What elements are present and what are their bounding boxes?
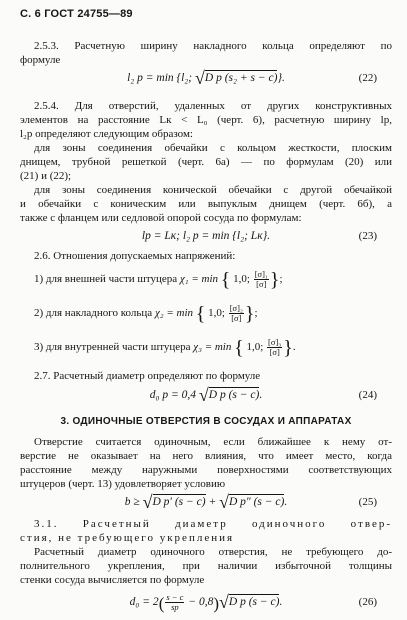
section-3-title: 3. ОДИНОЧНЫЕ ОТВЕРСТИЯ В СОСУДАХ И АППАРАТАХ xyxy=(60,416,352,427)
ratio-item-2-one: 1,0; xyxy=(208,307,225,319)
radical-sign: √ xyxy=(195,68,205,88)
ratio-item-1-fraction xyxy=(254,270,269,289)
formula-25-plus: + xyxy=(205,496,220,508)
paragraph-3-1-line-4: полнительного укрепления, при наличии избыточной толщины xyxy=(20,560,392,572)
paragraph-2-5-4-line-3: l₂p определяют следующим образом: xyxy=(20,128,193,140)
radical-sign: √ xyxy=(198,385,209,405)
left-brace: { xyxy=(234,337,244,359)
ratio-item-3-label: 3) для внутренней части штуцера xyxy=(34,341,191,353)
formula-26-rhs: . xyxy=(279,596,283,608)
formula-26-numerator: s − c xyxy=(166,591,184,602)
formula-25-radicand-2: D p″ (s − c) xyxy=(228,496,285,508)
ratio-item-3: 3) для внутренней части штуцера χ₃ = min { 1,0; $\frac{\text{[σ]₃}}{[\sigma]}$ }. xyxy=(34,336,296,359)
ratio-item-1-lhs: χ₁ = min xyxy=(179,273,219,285)
formula-24-lhs: d₀ p = 0,4 xyxy=(149,389,199,401)
formula-24-rhs: . xyxy=(259,389,263,401)
right-brace: } xyxy=(244,303,255,325)
formula-26-radicand: D p (s − c) xyxy=(228,596,280,608)
formula-22-lhs: l₂ p = min {l₂; xyxy=(127,72,196,84)
paragraph-2-5-4-line-6: (21) и (22); xyxy=(20,170,72,182)
section-3-line-4: штуцеров (черт. 13) удовлетворяет условию xyxy=(20,478,226,490)
formula-26-lhs: d₀ = 2 xyxy=(129,596,159,608)
paragraph-2-7: 2.7. Расчетный диаметр определяют по формуле xyxy=(34,370,261,382)
left-paren: ( xyxy=(158,594,165,613)
ratio-item-2-denominator: [σ] xyxy=(231,312,242,323)
formula-25-lhs: b ≥ xyxy=(124,496,143,508)
equation-number-23: (23) xyxy=(358,230,377,242)
paragraph-3-1-line-5: стенки сосуда вычисляется по формуле xyxy=(20,574,205,586)
paragraph-2-5-4-line-4: для зоны соединения обечайки с кольцом жесткости, плоским xyxy=(34,142,392,154)
paragraph-2-5-3-line-1: 2.5.3. Расчетную ширину накладного кольца определяют по xyxy=(34,40,392,52)
paragraph-2-5-4-line-2: элементов на расстояние Lк < L₀ (черт. 6), расчетную ширину lp, xyxy=(20,114,392,126)
ratio-item-3-fraction xyxy=(267,338,282,357)
radical-sign: √ xyxy=(219,592,229,612)
formula-24-radicand: D p (s − c) xyxy=(208,389,260,401)
formula-25-radicand-1: D p′ (s − c) xyxy=(152,496,206,508)
ratio-item-3-numerator: [σ]₃ xyxy=(268,336,282,347)
paragraph-2-5-4-line-8: и обечайки с коническим или выпуклым днищем (черт. 6б), а xyxy=(20,198,392,210)
formula-25 xyxy=(20,494,392,510)
ratio-item-2-lhs: χ₂ = min xyxy=(154,307,194,319)
ratio-item-1-denominator: [σ] xyxy=(256,278,267,289)
paragraph-2-5-4-line-9: также с фланцем или седловой опорой сосуда по формулам: xyxy=(20,212,302,224)
formula-22-radicand: D p (s₂ + s − c) xyxy=(204,72,278,84)
equation-number-25: (25) xyxy=(358,496,377,508)
equation-number-22: (22) xyxy=(358,72,377,84)
ratio-item-1-one: 1,0; xyxy=(233,273,250,285)
paragraph-2-5-4-line-5: днищем, трубной решеткой (черт. 6а) — по формулам (20) или xyxy=(20,156,392,168)
formula-26-denominator: sp xyxy=(171,601,179,612)
formula-26-fraction xyxy=(165,593,184,612)
ratio-item-3-one: 1,0; xyxy=(246,341,264,353)
section-3-line-1: Отверстие считается одиночным, если ближайшее к нему от- xyxy=(34,436,392,448)
formula-26 xyxy=(20,592,392,614)
ratio-item-1-label: 1) для внешней части штуцера xyxy=(34,273,178,285)
formula-22 xyxy=(20,70,392,86)
formula-23 xyxy=(20,228,392,244)
formula-25-rhs: . xyxy=(284,496,288,508)
equation-number-24: (24) xyxy=(358,389,377,401)
right-brace: } xyxy=(269,269,280,291)
ratio-item-3-lhs: χ₃ = min xyxy=(193,341,232,353)
equation-number-26: (26) xyxy=(358,596,377,608)
paragraph-2-5-3-line-2: формуле xyxy=(20,54,61,66)
paragraph-2-5-4-line-7: для зоны соединения конической обечайки с другой обечайкой xyxy=(34,184,392,196)
ratio-item-2-numerator: [σ]₂ xyxy=(229,302,243,313)
formula-23-body: lp = Lк; l₂ p = min {l₂; Lк}. xyxy=(141,230,271,242)
paragraph-3-1-line-3: Расчетный диаметр одиночного отверстия, не требующего до- xyxy=(34,546,392,558)
section-3-line-3: расстояние между наружными поверхностями соответствующих xyxy=(20,464,392,476)
right-brace: } xyxy=(283,337,293,359)
ratio-item-1: 1) для внешней части штуцера χ₁ = min { 1,0; $\frac{\text{[σ]₁}}{[\sigma]}$ }; xyxy=(34,268,283,291)
left-brace: { xyxy=(195,303,206,325)
paragraph-3-1-line-2: стия, не требующего укрепления xyxy=(20,532,235,544)
radical-sign: √ xyxy=(219,492,229,512)
ratio-item-1-numerator: [σ]₁ xyxy=(254,268,268,279)
formula-22-rhs: }. xyxy=(277,72,285,84)
ratio-item-2: 2) для накладного кольца χ₂ = min { 1,0; $\frac{\text{[σ]₂}}{[\sigma]}$ }; xyxy=(34,302,258,325)
ratio-item-2-label: 2) для накладного кольца xyxy=(34,307,153,319)
section-3-line-2: верстие не оказывает на него влияния, что имеет место, когда xyxy=(20,450,392,462)
paragraph-2-6-title: 2.6. Отношения допускаемых напряжений: xyxy=(34,250,236,262)
ratio-item-3-denominator: [σ] xyxy=(269,346,280,357)
paragraph-2-5-4-line-1: 2.5.4. Для отверстий, удаленных от других конструктивных xyxy=(34,100,392,112)
formula-26-minus: − 0,8 xyxy=(185,596,214,608)
left-brace: { xyxy=(220,269,231,291)
radical-sign: √ xyxy=(142,492,153,512)
page-header: С. 6 ГОСТ 24755—89 xyxy=(20,8,133,20)
formula-24 xyxy=(20,387,392,403)
ratio-item-2-fraction xyxy=(229,304,244,323)
paragraph-3-1-line-1: 3.1. Расчетный диаметр одиночного отвер- xyxy=(34,518,392,530)
right-paren: ) xyxy=(213,594,219,613)
